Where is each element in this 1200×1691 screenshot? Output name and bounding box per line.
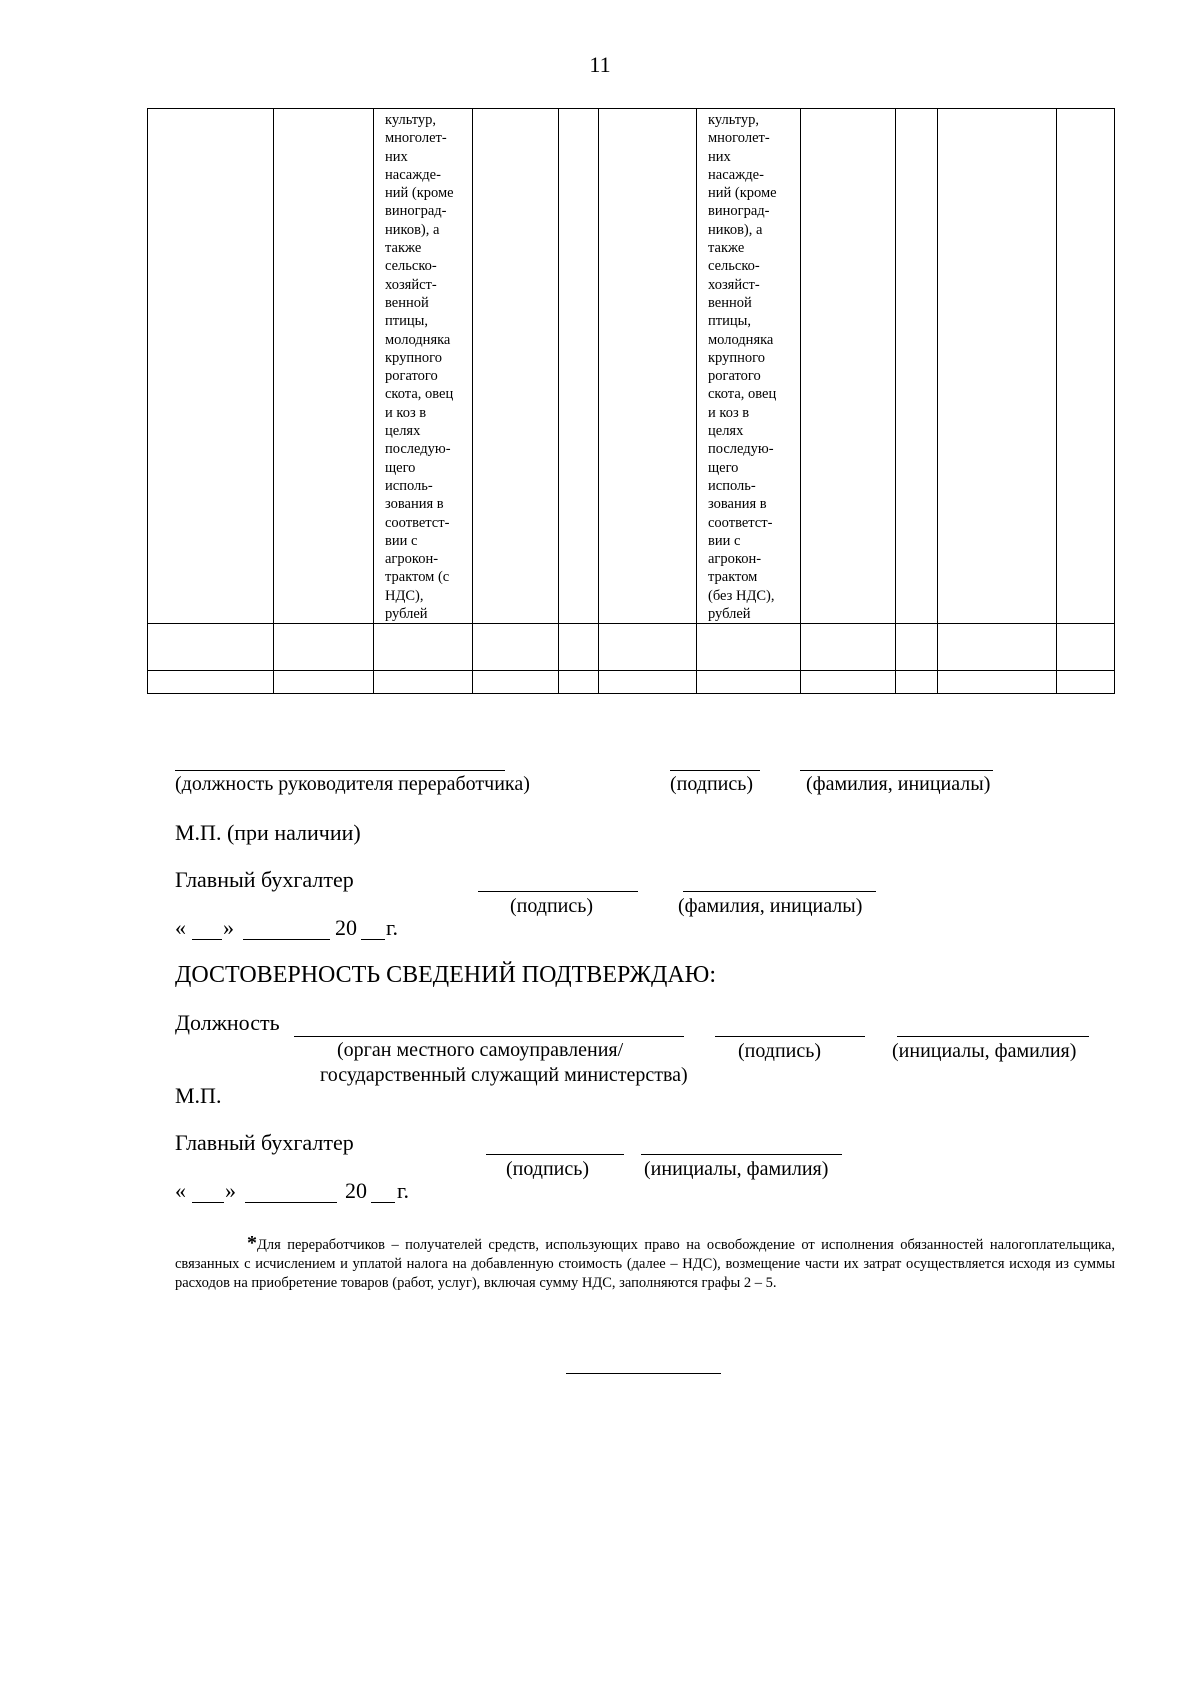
table-row — [148, 671, 1115, 694]
column-3-header-text: культур, многолет- них насажде- ний (кроме виноград- ников), а также сельско- хозяйст- венной птицы, молодняка крупного рогатого скота, овец и коз в целях последую- щего исполь- зования в соответст- вии с агрокон- трактом (с НДС), рублей — [385, 112, 454, 623]
page-number: 11 — [589, 52, 611, 77]
official-year-line[interactable] — [371, 1202, 395, 1203]
table-cell[interactable] — [599, 671, 697, 694]
table-cell[interactable] — [599, 624, 697, 671]
year-suffix: г. — [386, 915, 399, 940]
official-accountant-signature-line[interactable] — [486, 1154, 624, 1155]
table-cell[interactable] — [938, 624, 1057, 671]
table-cell — [697, 109, 801, 624]
end-divider — [566, 1373, 721, 1374]
org-caption-line2: государственный служащий министерства) — [320, 1064, 688, 1086]
table-cell[interactable] — [148, 624, 274, 671]
table-cell[interactable] — [559, 671, 599, 694]
table-cell[interactable] — [1057, 624, 1115, 671]
position-label: Должность — [175, 1010, 280, 1035]
table-cell[interactable] — [473, 671, 559, 694]
year-line[interactable] — [361, 939, 385, 940]
table-row — [148, 109, 1115, 624]
official-name-caption: (инициалы, фамилия) — [892, 1040, 1077, 1062]
accountant-name-caption: (фамилия, инициалы) — [678, 895, 863, 917]
official-name-line[interactable] — [897, 1036, 1089, 1037]
official-date-day-line[interactable] — [192, 1202, 224, 1203]
table-cell — [274, 109, 374, 624]
table-cell[interactable] — [1057, 671, 1115, 694]
official-stamp-label: М.П. — [175, 1083, 222, 1108]
year-prefix: 20 — [335, 915, 357, 940]
table-cell — [374, 109, 473, 624]
official-date-month-line[interactable] — [245, 1202, 337, 1203]
footnote — [175, 1234, 1115, 1293]
official-signature-caption: (подпись) — [738, 1040, 822, 1062]
official-position-line[interactable] — [294, 1036, 684, 1037]
stamp-label: М.П. (при наличии) — [175, 820, 361, 845]
confirmation-heading: ДОСТОВЕРНОСТЬ СВЕДЕНИЙ ПОДТВЕРЖДАЮ: — [175, 962, 717, 988]
official-year-prefix: 20 — [345, 1178, 367, 1203]
table-cell[interactable] — [274, 671, 374, 694]
table-cell — [938, 109, 1057, 624]
table-cell[interactable] — [938, 671, 1057, 694]
table-cell — [599, 109, 697, 624]
table-cell[interactable] — [148, 671, 274, 694]
table-cell — [1057, 109, 1115, 624]
official-date-open-quote: « — [175, 1178, 186, 1203]
table-cell[interactable] — [801, 624, 896, 671]
official-chief-accountant-label: Главный бухгалтер — [175, 1130, 354, 1155]
date-open-quote: « — [175, 915, 186, 940]
table-cell[interactable] — [697, 671, 801, 694]
table-cell — [559, 109, 599, 624]
signature-line[interactable] — [670, 770, 760, 771]
data-table — [147, 108, 1115, 694]
official-date-close-quote: » — [225, 1178, 236, 1203]
date-month-line[interactable] — [243, 939, 330, 940]
table-cell — [148, 109, 274, 624]
table-cell[interactable] — [559, 624, 599, 671]
table-cell[interactable] — [801, 671, 896, 694]
signature-caption: (подпись) — [670, 773, 754, 795]
name-caption: (фамилия, инициалы) — [806, 773, 991, 795]
table-cell[interactable] — [697, 624, 801, 671]
table-cell[interactable] — [473, 624, 559, 671]
accountant-name-line[interactable] — [683, 891, 876, 892]
table-cell — [801, 109, 896, 624]
table-row — [148, 624, 1115, 671]
official-accountant-name-line[interactable] — [641, 1154, 842, 1155]
table-cell[interactable] — [896, 624, 938, 671]
org-caption-line1: (орган местного самоуправления/ — [337, 1039, 624, 1061]
table-cell[interactable] — [374, 671, 473, 694]
position-caption: (должность руководителя переработчика) — [175, 773, 530, 795]
table-cell — [473, 109, 559, 624]
official-accountant-name-caption: (инициалы, фамилия) — [644, 1158, 829, 1180]
position-line[interactable] — [175, 770, 505, 771]
table-cell — [896, 109, 938, 624]
date-day-line[interactable] — [192, 939, 222, 940]
column-7-header-text: культур, многолет- них насажде- ний (кроме виноград- ников), а также сельско- хозяйст- венной птицы, молодняка крупного рогатого скота, овец и коз в целях последую- щего исполь- зования в соответст- вии с агрокон- трактом (без НДС), рублей — [708, 112, 777, 623]
official-year-suffix: г. — [397, 1178, 410, 1203]
table-cell[interactable] — [374, 624, 473, 671]
accountant-signature-caption: (подпись) — [510, 895, 594, 917]
accountant-signature-line[interactable] — [478, 891, 638, 892]
chief-accountant-label: Главный бухгалтер — [175, 867, 354, 892]
footnote-marker: * — [247, 1232, 257, 1254]
table-cell[interactable] — [274, 624, 374, 671]
official-signature-line[interactable] — [715, 1036, 865, 1037]
footnote-text: Для переработчиков – получателей средств, использующих право на освобождение от исполнения обязанностей налогоплательщика, связанных с исчислением и уплатой налога на добавленную стоимость (далее – НДС), возмещение части их затрат осуществляется исходя из суммы расходов на приобретение товаров (работ, услуг), включая сумму НДС, заполняются графы 2 – 5. — [175, 1237, 1115, 1291]
date-close-quote: » — [223, 915, 234, 940]
official-accountant-signature-caption: (подпись) — [506, 1158, 590, 1180]
name-line[interactable] — [800, 770, 993, 771]
table-cell[interactable] — [896, 671, 938, 694]
